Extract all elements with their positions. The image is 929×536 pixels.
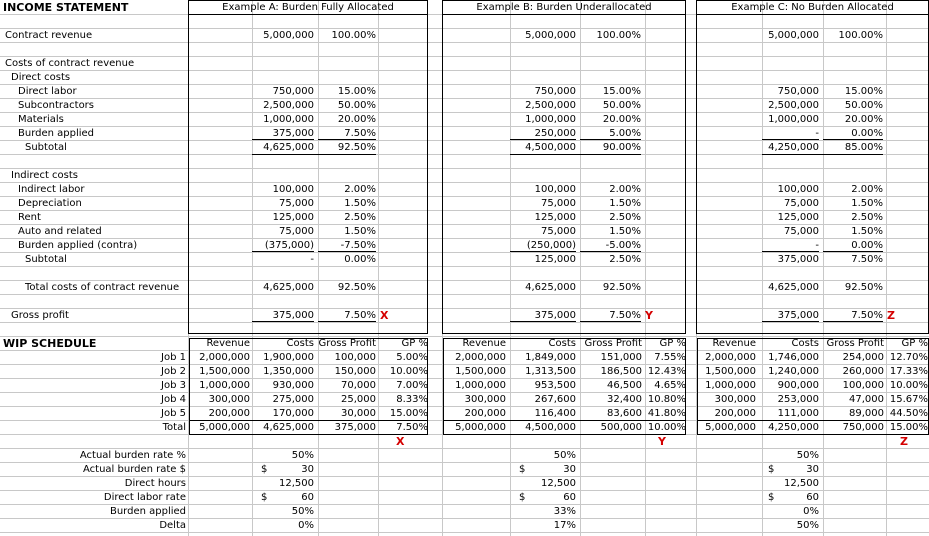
dollar-sign: $ [261, 492, 268, 503]
wip-job-label: Job 3 [161, 380, 186, 391]
wip-cell: 7.50% [396, 422, 428, 433]
wip-cell: 254,000 [842, 352, 884, 363]
wip-cell: 200,000 [208, 408, 250, 419]
total-costs-percent: 92.50% [337, 282, 376, 293]
indirect-cost-value: 75,000 [784, 226, 819, 237]
contract-revenue-value: 5,000,000 [525, 30, 576, 41]
direct-cost-percent: 15.00% [337, 86, 376, 97]
label-direct-item: Materials [18, 114, 64, 125]
burden-label: Direct hours [124, 478, 186, 489]
actual-burden-rate-pct: 50% [796, 450, 819, 461]
wip-cell: 2,000,000 [455, 352, 506, 363]
indirect-subtotal-percent: 0.00% [344, 254, 376, 265]
burden-applied-pct: 50% [291, 506, 314, 517]
gross-profit-percent: 7.50% [318, 309, 376, 322]
direct-labor-rate: 60 [806, 492, 819, 503]
wip-cell: 4,500,000 [525, 422, 576, 433]
wip-cell: 1,000,000 [705, 380, 756, 391]
actual-burden-rate-pct: 50% [553, 450, 576, 461]
contract-revenue-value: 5,000,000 [768, 30, 819, 41]
wip-cell: 1,900,000 [263, 352, 314, 363]
wip-cell: 170,000 [272, 408, 314, 419]
contract-revenue-percent: 100.00% [331, 30, 376, 41]
direct-cost-value: 750,000 [777, 86, 819, 97]
direct-subtotal-value: 4,625,000 [263, 142, 314, 153]
wip-header: GP % [401, 338, 428, 349]
total-costs-value: 4,625,000 [525, 282, 576, 293]
wip-header: Costs [548, 338, 576, 349]
indirect-cost-value: 100,000 [272, 184, 314, 195]
indirect-cost-percent: 1.50% [851, 226, 883, 237]
label-indirect-item: Rent [18, 212, 41, 223]
wip-cell: 300,000 [464, 394, 506, 405]
wip-cell: 10.00% [889, 380, 928, 391]
burden-label: Delta [159, 520, 186, 531]
indirect-cost-percent: 2.00% [851, 184, 883, 195]
indirect-cost-percent: 1.50% [851, 198, 883, 209]
direct-labor-rate: 60 [301, 492, 314, 503]
wip-cell: 375,000 [334, 422, 376, 433]
wip-cell: 2,000,000 [705, 352, 756, 363]
wip-cell: 5.00% [396, 352, 428, 363]
contract-revenue-value: 5,000,000 [263, 30, 314, 41]
label-direct-subtotal: Subtotal [25, 142, 67, 153]
wip-cell: 200,000 [714, 408, 756, 419]
wip-cell: 8.33% [396, 394, 428, 405]
indirect-cost-percent: 2.00% [344, 184, 376, 195]
wip-header: Costs [791, 338, 819, 349]
delta: 17% [553, 520, 576, 531]
contract-revenue-percent: 100.00% [596, 30, 641, 41]
burden-applied-value: 375,000 [252, 127, 314, 140]
actual-burden-rate-pct: 50% [291, 450, 314, 461]
wip-cell: 260,000 [842, 366, 884, 377]
direct-cost-percent: 20.00% [602, 114, 641, 125]
wip-cell: 275,000 [272, 394, 314, 405]
wip-job-label: Total [162, 422, 186, 433]
indirect-cost-percent: 1.50% [344, 198, 376, 209]
wip-cell: 186,500 [600, 366, 642, 377]
direct-subtotal-value: 4,500,000 [525, 142, 576, 153]
wip-cell: 2,000,000 [199, 352, 250, 363]
wip-total-rule [697, 420, 929, 421]
direct-cost-value: 2,500,000 [263, 100, 314, 111]
direct-cost-percent: 20.00% [337, 114, 376, 125]
burden-label: Burden applied [109, 506, 186, 517]
wip-cell: 15.67% [889, 394, 928, 405]
wip-cell: 70,000 [341, 380, 376, 391]
wip-cell: 12.43% [647, 366, 686, 377]
wip-job-label: Job 5 [161, 408, 186, 419]
wip-cell: 7.00% [396, 380, 428, 391]
direct-cost-value: 1,000,000 [525, 114, 576, 125]
example-header: Example A: Burden Fully Allocated [222, 2, 394, 13]
wip-cell: 116,400 [534, 408, 576, 419]
direct-cost-value: 750,000 [272, 86, 314, 97]
dollar-sign: $ [519, 464, 526, 475]
gross-profit-percent: 7.50% [580, 309, 641, 322]
wip-marker: Z [900, 435, 908, 448]
direct-hours: 12,500 [541, 478, 576, 489]
gross-profit-marker: X [380, 309, 389, 322]
delta: 0% [298, 520, 314, 531]
indirect-cost-value: 100,000 [777, 184, 819, 195]
wip-cell: 15.00% [389, 408, 428, 419]
indirect-subtotal-percent: 2.50% [609, 254, 641, 265]
wip-cell: 10.80% [647, 394, 686, 405]
wip-schedule-title: WIP SCHEDULE [3, 337, 97, 350]
label-direct-item: Direct labor [18, 86, 77, 97]
direct-cost-value: 1,000,000 [768, 114, 819, 125]
wip-cell: 300,000 [208, 394, 250, 405]
direct-cost-percent: 20.00% [844, 114, 883, 125]
burden-applied-percent: 7.50% [318, 127, 376, 140]
wip-header: Gross Profit [584, 338, 642, 349]
label-indirect-item: Indirect labor [18, 184, 85, 195]
direct-cost-percent: 15.00% [602, 86, 641, 97]
wip-cell: 953,500 [534, 380, 576, 391]
label-indirect-item: Depreciation [18, 198, 82, 209]
wip-cell: 1,313,500 [525, 366, 576, 377]
wip-cell: 111,000 [777, 408, 819, 419]
wip-header: Costs [286, 338, 314, 349]
gross-profit-marker: Y [645, 309, 653, 322]
label-indirect-item: Burden applied (contra) [18, 240, 138, 251]
direct-cost-value: 2,500,000 [525, 100, 576, 111]
wip-cell: 10.00% [389, 366, 428, 377]
wip-cell: 41.80% [647, 408, 686, 419]
total-costs-value: 4,625,000 [263, 282, 314, 293]
indirect-cost-percent: 1.50% [609, 198, 641, 209]
subtotal-rule [252, 154, 376, 155]
wip-cell: 1,746,000 [768, 352, 819, 363]
wip-job-label: Job 2 [161, 366, 186, 377]
total-costs-percent: 92.50% [602, 282, 641, 293]
direct-cost-value: 750,000 [534, 86, 576, 97]
dollar-sign: $ [768, 492, 775, 503]
indirect-subtotal-percent: 7.50% [851, 254, 883, 265]
wip-total-rule [443, 420, 686, 421]
wip-cell: 500,000 [600, 422, 642, 433]
burden-label: Actual burden rate % [79, 450, 186, 461]
wip-cell: 47,000 [849, 394, 884, 405]
wip-cell: 30,000 [341, 408, 376, 419]
indirect-cost-value: 75,000 [784, 198, 819, 209]
burden-applied-value: 250,000 [510, 127, 576, 140]
indirect-cost-value: 125,000 [534, 212, 576, 223]
indirect-subtotal-value: 125,000 [534, 254, 576, 265]
direct-subtotal-percent: 85.00% [844, 142, 883, 153]
burden-applied-contra-value: (375,000) [252, 239, 314, 252]
direct-cost-value: 2,500,000 [768, 100, 819, 111]
direct-hours: 12,500 [784, 478, 819, 489]
direct-subtotal-percent: 90.00% [602, 142, 641, 153]
indirect-cost-value: 125,000 [272, 212, 314, 223]
indirect-cost-value: 75,000 [279, 226, 314, 237]
wip-cell: 5,000,000 [199, 422, 250, 433]
wip-cell: 25,000 [341, 394, 376, 405]
wip-header: Revenue [206, 338, 250, 349]
label-direct-item: Subcontractors [18, 100, 95, 111]
label-indirect-item: Auto and related [18, 226, 102, 237]
wip-cell: 900,000 [777, 380, 819, 391]
direct-cost-percent: 50.00% [602, 100, 641, 111]
wip-cell: 100,000 [842, 380, 884, 391]
indirect-cost-value: 100,000 [534, 184, 576, 195]
burden-applied-contra-percent: -7.50% [318, 239, 376, 252]
actual-burden-rate-dollar: 30 [563, 464, 576, 475]
wip-cell: 267,600 [534, 394, 576, 405]
burden-applied-value: - [762, 127, 819, 140]
indirect-cost-value: 125,000 [777, 212, 819, 223]
wip-cell: 12.70% [889, 352, 928, 363]
burden-applied-pct: 33% [553, 506, 576, 517]
example-header: Example C: No Burden Allocated [731, 2, 894, 13]
indirect-cost-percent: 1.50% [344, 226, 376, 237]
label-gross-profit: Gross profit [11, 310, 69, 321]
wip-cell: 44.50% [889, 408, 928, 419]
wip-total-rule [189, 420, 428, 421]
delta: 50% [796, 520, 819, 531]
burden-applied-pct: 0% [803, 506, 819, 517]
indirect-cost-value: 75,000 [279, 198, 314, 209]
wip-cell: 15.00% [889, 422, 928, 433]
indirect-subtotal-value: 375,000 [777, 254, 819, 265]
indirect-cost-percent: 2.50% [609, 212, 641, 223]
example-header: Example B: Burden Underallocated [476, 2, 652, 13]
wip-job-label: Job 4 [161, 394, 186, 405]
burden-label: Actual burden rate $ [83, 464, 186, 475]
label-indirect-costs: Indirect costs [11, 170, 79, 181]
burden-applied-percent: 5.00% [580, 127, 641, 140]
wip-cell: 4,625,000 [263, 422, 314, 433]
contract-revenue-percent: 100.00% [838, 30, 883, 41]
burden-label: Direct labor rate [103, 492, 186, 503]
direct-subtotal-percent: 92.50% [337, 142, 376, 153]
wip-cell: 151,000 [600, 352, 642, 363]
wip-cell: 5,000,000 [455, 422, 506, 433]
wip-cell: 32,400 [607, 394, 642, 405]
wip-cell: 1,350,000 [263, 366, 314, 377]
wip-cell: 1,240,000 [768, 366, 819, 377]
gross-profit-value: 375,000 [510, 309, 576, 322]
gross-profit-marker: Z [887, 309, 895, 322]
indirect-cost-percent: 2.50% [344, 212, 376, 223]
dollar-sign: $ [261, 464, 268, 475]
direct-labor-rate: 60 [563, 492, 576, 503]
indirect-cost-percent: 2.50% [851, 212, 883, 223]
burden-applied-contra-value: (250,000) [510, 239, 576, 252]
wip-cell: 1,849,000 [525, 352, 576, 363]
wip-header: GP % [659, 338, 686, 349]
subtotal-rule [762, 154, 883, 155]
wip-marker: Y [658, 435, 666, 448]
gridline-row [0, 532, 929, 533]
burden-applied-contra-percent: 0.00% [823, 239, 883, 252]
wip-cell: 4,250,000 [768, 422, 819, 433]
label-direct-item: Burden applied [18, 128, 95, 139]
indirect-cost-percent: 1.50% [609, 226, 641, 237]
wip-cell: 1,500,000 [199, 366, 250, 377]
label-contract-revenue: Contract revenue [5, 30, 93, 41]
wip-header: Revenue [712, 338, 756, 349]
wip-marker: X [396, 435, 405, 448]
gross-profit-value: 375,000 [252, 309, 314, 322]
wip-cell: 253,000 [777, 394, 819, 405]
total-costs-value: 4,625,000 [768, 282, 819, 293]
indirect-cost-percent: 2.00% [609, 184, 641, 195]
dollar-sign: $ [768, 464, 775, 475]
direct-cost-percent: 50.00% [337, 100, 376, 111]
direct-hours: 12,500 [279, 478, 314, 489]
wip-header: Gross Profit [318, 338, 376, 349]
wip-cell: 930,000 [272, 380, 314, 391]
direct-cost-percent: 15.00% [844, 86, 883, 97]
wip-cell: 200,000 [464, 408, 506, 419]
total-costs-percent: 92.50% [844, 282, 883, 293]
indirect-cost-value: 75,000 [541, 226, 576, 237]
burden-applied-contra-percent: -5.00% [580, 239, 641, 252]
label-total-costs: Total costs of contract revenue [25, 282, 180, 293]
wip-cell: 150,000 [334, 366, 376, 377]
gross-profit-value: 375,000 [762, 309, 819, 322]
wip-job-label: Job 1 [161, 352, 186, 363]
wip-cell: 17.33% [889, 366, 928, 377]
indirect-subtotal-value: - [310, 254, 314, 265]
wip-header: GP % [901, 338, 928, 349]
wip-cell: 4.65% [654, 380, 686, 391]
sheet-title: INCOME STATEMENT [3, 1, 129, 14]
direct-cost-percent: 50.00% [844, 100, 883, 111]
header-underline [442, 14, 686, 15]
wip-cell: 1,000,000 [455, 380, 506, 391]
header-underline [696, 14, 929, 15]
wip-cell: 83,600 [607, 408, 642, 419]
subtotal-rule [510, 154, 641, 155]
wip-cell: 89,000 [849, 408, 884, 419]
wip-header: Gross Profit [826, 338, 884, 349]
actual-burden-rate-dollar: 30 [806, 464, 819, 475]
header-underline [188, 14, 428, 15]
wip-header: Revenue [462, 338, 506, 349]
wip-cell: 1,000,000 [199, 380, 250, 391]
label-indirect-subtotal: Subtotal [25, 254, 67, 265]
wip-cell: 5,000,000 [705, 422, 756, 433]
gross-profit-percent: 7.50% [823, 309, 883, 322]
label-direct-costs: Direct costs [11, 72, 71, 83]
wip-cell: 750,000 [842, 422, 884, 433]
burden-applied-percent: 0.00% [823, 127, 883, 140]
wip-cell: 46,500 [607, 380, 642, 391]
wip-cell: 1,500,000 [455, 366, 506, 377]
dollar-sign: $ [519, 492, 526, 503]
wip-cell: 300,000 [714, 394, 756, 405]
wip-cell: 100,000 [334, 352, 376, 363]
label-costs-of-contract-revenue: Costs of contract revenue [5, 58, 135, 69]
direct-subtotal-value: 4,250,000 [768, 142, 819, 153]
wip-cell: 7.55% [654, 352, 686, 363]
wip-cell: 1,500,000 [705, 366, 756, 377]
direct-cost-value: 1,000,000 [263, 114, 314, 125]
indirect-cost-value: 75,000 [541, 198, 576, 209]
actual-burden-rate-dollar: 30 [301, 464, 314, 475]
wip-cell: 10.00% [647, 422, 686, 433]
burden-applied-contra-value: - [762, 239, 819, 252]
